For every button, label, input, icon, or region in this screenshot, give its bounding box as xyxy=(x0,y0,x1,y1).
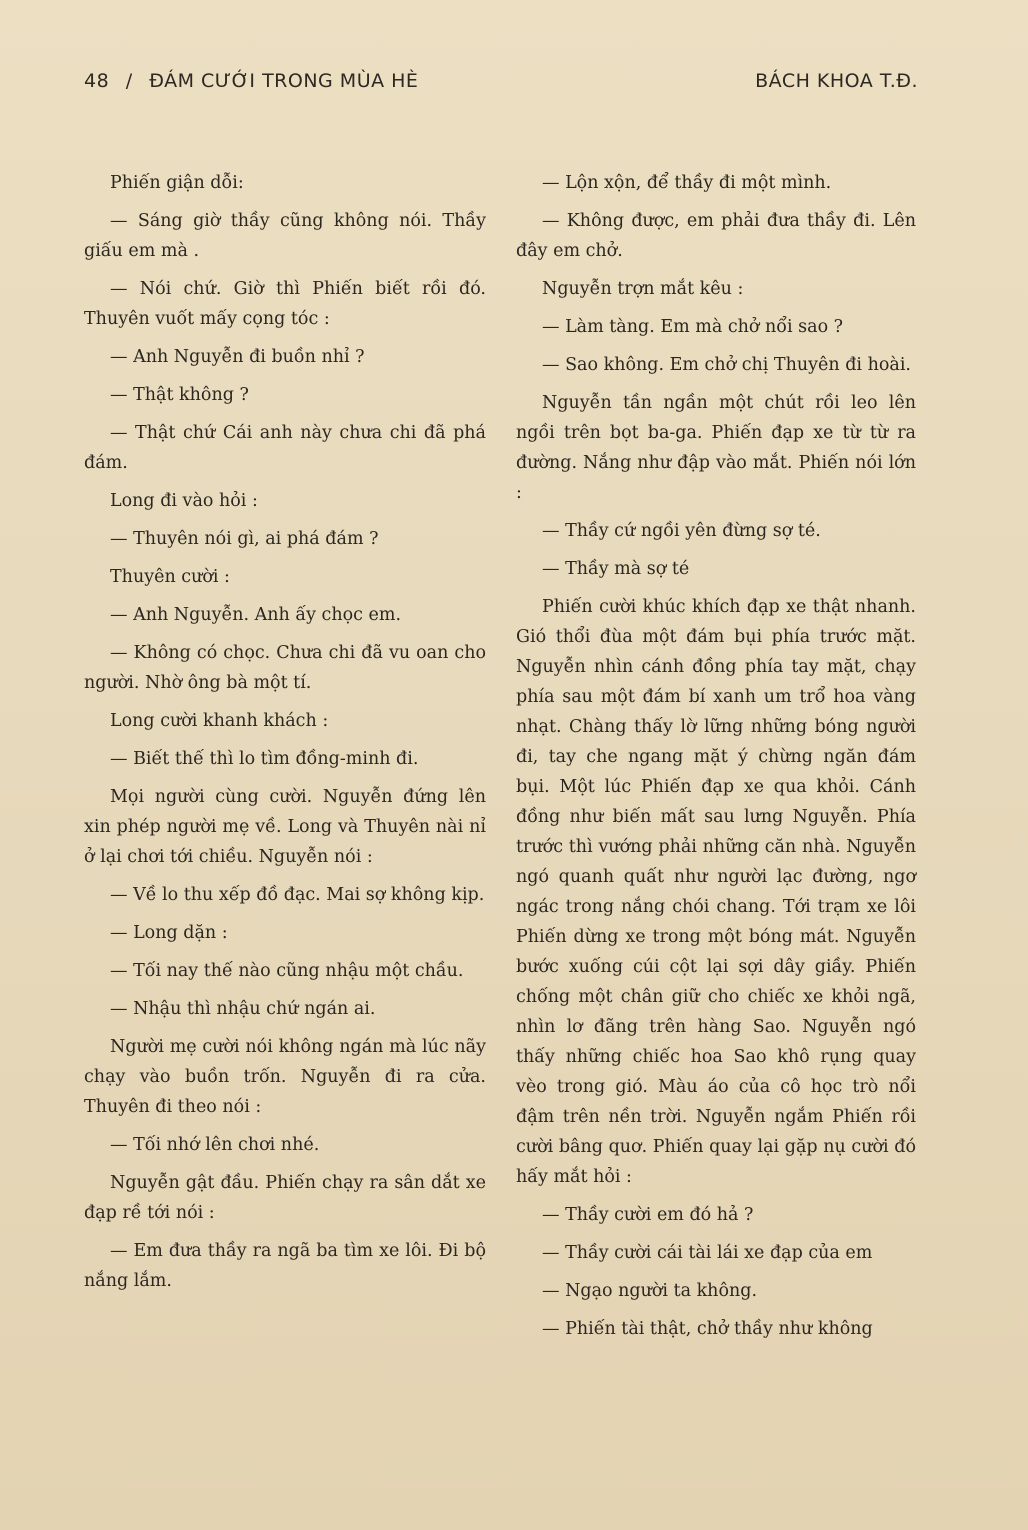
paragraph: Nguyễn trợn mắt kêu : xyxy=(542,279,744,299)
paragraph: — Thuyên nói gì, ai phá đám ? xyxy=(110,529,379,549)
paragraph: Mọi người cùng cười. Nguyễn đứng lên xin phép người mẹ về. Long và Thuyên nài nỉ ở lại chơi tới chiều. Nguyễn nói : xyxy=(84,787,486,867)
paragraph: — Biết thế thì lo tìm đồng-minh đi. xyxy=(110,749,419,769)
paragraph: — Tối nay thế nào cũng nhậu một chầu. xyxy=(110,961,464,981)
paragraph: — Nhậu thì nhậu chứ ngán ai. xyxy=(110,999,376,1019)
paragraph: — Sao không. Em chở chị Thuyên đi hoài. xyxy=(542,355,911,375)
right-text-column xyxy=(516,168,916,1352)
paragraph: Nguyễn gật đầu. Phiến chạy ra sân dắt xe đạp rề tới nói : xyxy=(84,1173,486,1223)
paragraph: — Long dặn : xyxy=(110,923,228,943)
page-header xyxy=(84,70,918,92)
paragraph: — Anh Nguyễn đi buồn nhỉ ? xyxy=(110,347,365,367)
paragraph: — Tối nhớ lên chơi nhé. xyxy=(110,1135,320,1155)
paragraph: Phiến giận dỗi: xyxy=(110,173,244,193)
paragraph: — Em đưa thầy ra ngã ba tìm xe lôi. Đi bộ nắng lắm. xyxy=(84,1241,486,1291)
paragraph: — Ngạo người ta không. xyxy=(542,1281,758,1301)
paragraph: — Không được, em phải đưa thầy đi. Lên đây em chở. xyxy=(516,211,916,261)
paragraph: — Thầy cười cái tài lái xe đạp của em xyxy=(542,1243,873,1263)
section-title: ĐÁM CƯỚI TRONG MÙA HÈ xyxy=(149,70,419,92)
paragraph: Long đi vào hỏi : xyxy=(110,491,258,511)
paragraph: Nguyễn tần ngần một chút rồi leo lên ngồi trên bọt ba-ga. Phiến đạp xe từ từ ra đường. Nắng như đập vào mắt. Phiến nói lớn : xyxy=(516,393,916,503)
paragraph: — Không có chọc. Chưa chi đã vu oan cho người. Nhờ ông bà một tí. xyxy=(84,643,486,693)
paragraph: — Thầy cứ ngồi yên đừng sợ té. xyxy=(542,521,821,541)
paragraph: — Thật không ? xyxy=(110,385,249,405)
paragraph: — Anh Nguyễn. Anh ấy chọc em. xyxy=(110,605,402,625)
paragraph: — Về lo thu xếp đồ đạc. Mai sợ không kịp. xyxy=(110,885,485,905)
paragraph: Phiến cười khúc khích đạp xe thật nhanh. Gió thổi đùa một đám bụi phía trước mặt. Nguyễn nhìn cánh đồng phía tay mặt, chạy phía sau một đám bí xanh um trổ hoa vàng nhạt. Chàng thấy lờ lững những bóng người đi, tay che ngang mặt ý chừng ngăn đám bụi. Một lúc Phiến đạp xe qua khỏi. Cánh đồng như biến mất sau lưng Nguyễn. Phía trước thì vướng phải những căn nhà. Nguyễn ngó quanh quất như người lạc đường, ngơ ngác trong nắng chói chang. Tới trạm xe lôi Phiến dừng xe trong một bóng mát. Nguyễn bước xuống cúi cột lại sợi dây giầy. Phiến chống một chân giữ cho chiếc xe khỏi ngã, nhìn lơ đãng trên hàng Sao. Nguyễn ngó thấy những chiếc hoa Sao khô rụng quay vèo trong gió. Màu áo của cô học trò nổi đậm trên nền trời. Nguyễn ngắm Phiến rồi cười bâng quơ. Phiến quay lại gặp nụ cười đó hấy mắt hỏi : xyxy=(516,597,916,1187)
paragraph: — Thật chứ Cái anh này chưa chi đã phá đám. xyxy=(84,423,486,473)
left-text-column xyxy=(84,168,486,1304)
header-separator: / xyxy=(125,70,133,92)
paragraph: Long cười khanh khách : xyxy=(110,711,329,731)
paragraph: — Thầy mà sợ té xyxy=(542,559,690,579)
paragraph: — Sáng giờ thầy cũng không nói. Thầy giấu em mà . xyxy=(84,211,486,261)
paragraph: Thuyên cười : xyxy=(110,567,230,587)
paragraph: — Thầy cười em đó hả ? xyxy=(542,1205,754,1225)
paragraph: — Làm tàng. Em mà chở nổi sao ? xyxy=(542,317,844,337)
paragraph: — Lộn xộn, để thầy đi một mình. xyxy=(542,173,832,193)
paragraph: — Phiến tài thật, chở thầy như không xyxy=(542,1319,873,1339)
page-number: 48 xyxy=(84,70,110,92)
header-left xyxy=(84,70,428,92)
paragraph: — Nói chứ. Giờ thì Phiến biết rồi đó. Thuyên vuốt mấy cọng tóc : xyxy=(84,279,486,329)
publication-name: BÁCH KHOA T.Đ. xyxy=(755,70,918,92)
paragraph: Người mẹ cười nói không ngán mà lúc nãy chạy vào buồn trốn. Nguyễn đi ra cửa. Thuyên đi theo nói : xyxy=(84,1037,486,1117)
